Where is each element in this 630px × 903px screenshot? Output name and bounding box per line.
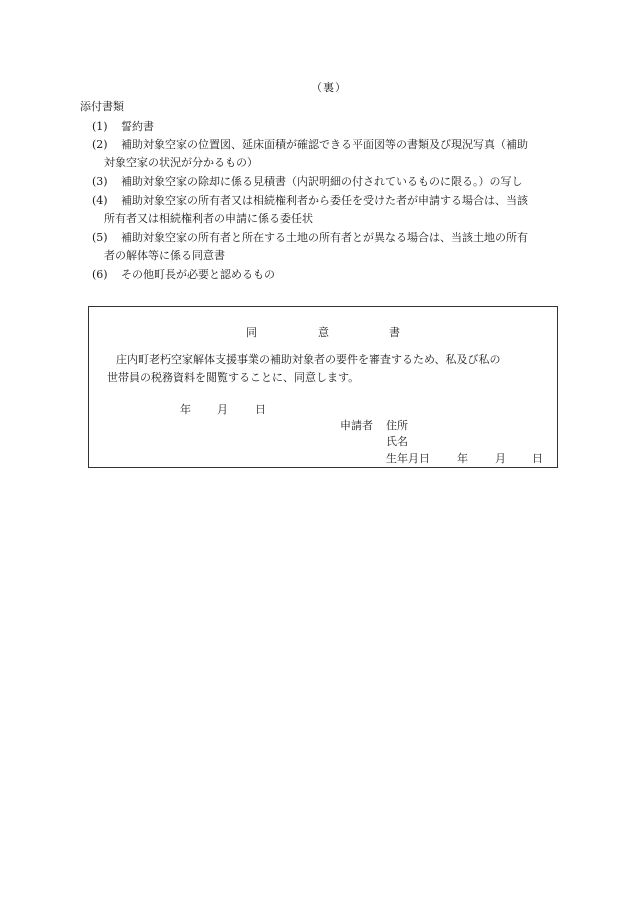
item-text: その他町長が必要と認めるもの: [121, 268, 275, 281]
consent-title: [89, 327, 557, 341]
attachments-heading: 添付書類: [80, 100, 124, 113]
item-number: (3): [92, 175, 108, 188]
name-label: 氏名: [386, 435, 408, 448]
item-text: 補助対象空家の所有者と所在する土地の所有者とが異なる場合は、当該土地の所有: [121, 231, 528, 244]
item-number: (1): [92, 120, 108, 133]
birth-year-label: 年: [457, 452, 468, 465]
item-number: (2): [92, 138, 108, 151]
item-text-continued: 者の解体等に係る同意書: [104, 249, 225, 262]
item-number: (5): [92, 231, 108, 244]
consent-title-char: 意: [318, 326, 329, 339]
item-text: 誓約書: [121, 120, 154, 133]
consent-body-line: 世帯員の税務資料を閲覧することに、同意します。: [107, 371, 360, 384]
date-month-label: 月: [217, 403, 228, 416]
date-day-label: 日: [255, 403, 266, 416]
item-text: 補助対象空家の所有者又は相続権利者から委任を受けた者が申請する場合は、当該: [121, 194, 528, 207]
address-label: 住所: [386, 419, 408, 432]
item-number: (6): [92, 268, 108, 281]
birthdate-label: 生年月日: [386, 452, 430, 465]
birth-month-label: 月: [495, 452, 506, 465]
item-text-continued: 対象空家の状況が分かるもの）: [104, 156, 258, 169]
item-text: 補助対象空家の除却に係る見積書（内訳明細の付されているものに限る。）の写し: [121, 175, 523, 188]
item-number: (4): [92, 194, 108, 207]
birth-day-label: 日: [532, 452, 543, 465]
consent-form-box: [88, 306, 558, 468]
date-year-label: 年: [180, 403, 191, 416]
consent-body-line: 庄内町老朽空家解体支援事業の補助対象者の要件を審査するため、私及び私の: [116, 353, 501, 366]
item-text: 補助対象空家の位置図、延床面積が確認できる平面図等の書類及び現況写真（補助: [121, 138, 528, 151]
applicant-label: 申請者: [340, 419, 373, 432]
consent-title-char: 書: [389, 326, 400, 339]
item-text-continued: 所有者又は相続権利者の申請に係る委任状: [104, 212, 313, 225]
back-side-label: （裏）: [311, 81, 347, 94]
consent-title-char: 同: [246, 326, 257, 339]
